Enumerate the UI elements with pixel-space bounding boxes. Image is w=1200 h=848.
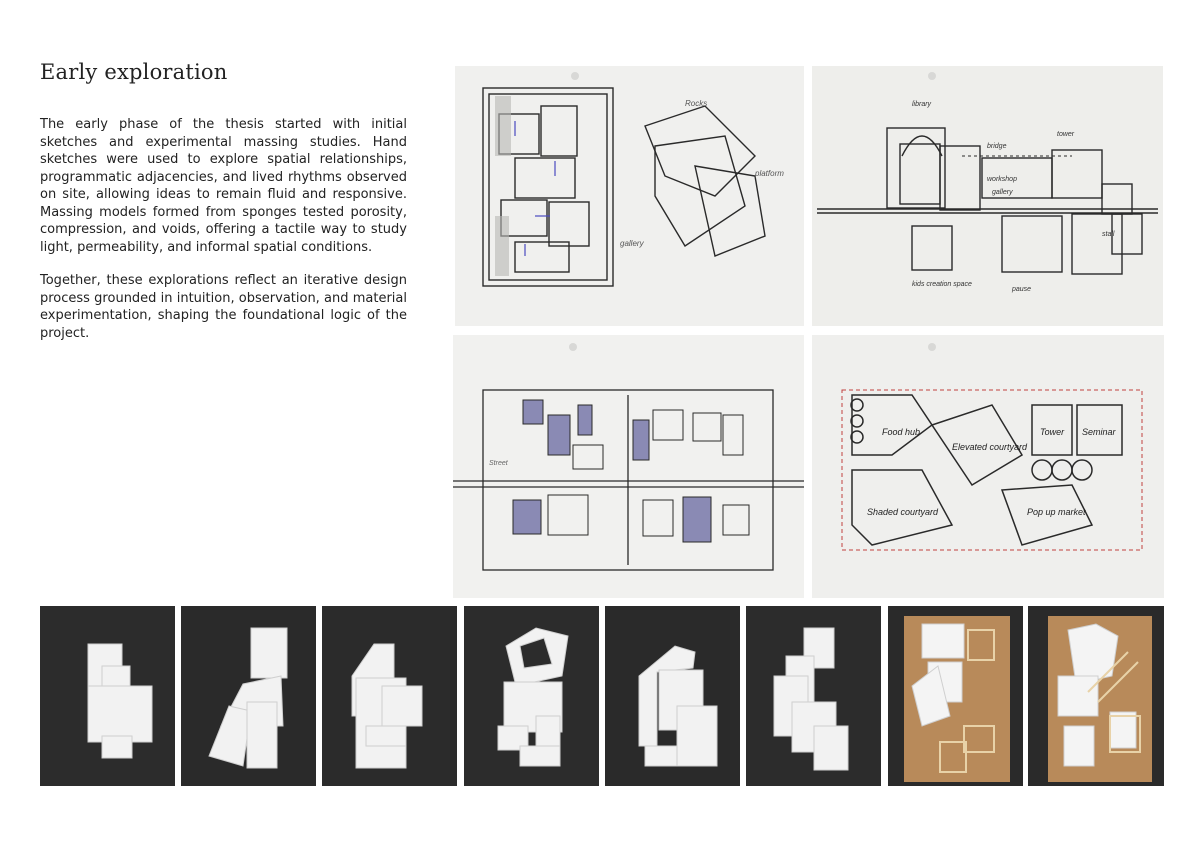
sketch-2-note-kids: kids creation space [912, 281, 972, 288]
sketch-4-label-shaded-courtyard: Shaded courtyard [867, 507, 939, 517]
paragraph-1: The early phase of the thesis started with initial sketches and experimental massing studies. Hand sketches were used to explore spatial relationships, programmatic adjacencies, and lived rhythms observed on site, allowing ideas to remain fluid and responsive. Massing models formed from sponges tested porosity, compression, and voids, offering a tactile way to study light, permeability, and informal spatial conditions. [40, 117, 407, 255]
model-photo-1 [40, 606, 175, 786]
sketch-plan-blocks-drawing [455, 66, 804, 326]
sketch-1-note-gallery: gallery [620, 239, 644, 248]
sketch-2-note-stall: stall [1102, 231, 1115, 238]
sketch-section-street-drawing [812, 66, 1163, 326]
model-photo-6 [746, 606, 881, 786]
sketch-2-note-library: library [912, 101, 932, 108]
model-photo-7-image [888, 606, 1023, 786]
sketch-2-note-tower: tower [1057, 131, 1075, 138]
model-photo-5-image [605, 606, 740, 786]
sketch-1-note-rocks: Rocks [685, 99, 708, 108]
model-photo-4-image [464, 606, 599, 786]
sketch-3-note-street: Street [489, 460, 508, 467]
sketch-4-label-seminar: Seminar [1082, 427, 1116, 437]
model-photo-2 [181, 606, 316, 786]
model-photo-6-image [746, 606, 881, 786]
sketch-4-label-food-hub: Food hub [882, 427, 921, 437]
model-photo-5 [605, 606, 740, 786]
model-photo-8 [1028, 606, 1164, 786]
sketch-2-note-pause: pause [1012, 286, 1032, 293]
paragraph-2: Together, these explorations reflect an iterative design process grounded in intuition, observation, and material experimentation, shaping the foundational logic of the project. [40, 273, 407, 341]
model-photo-3-image [322, 606, 457, 786]
sketch-1-note-platform: platform [755, 169, 784, 178]
sketch-2-note-bridge: bridge [987, 143, 1007, 150]
sketch-4-label-elevated-courtyard: Elevated courtyard [952, 442, 1028, 452]
sketch-4-label-tower: Tower [1040, 427, 1065, 437]
intro-text [40, 116, 407, 358]
model-photo-7 [888, 606, 1023, 786]
page-title: Early exploration [40, 60, 228, 84]
model-photo-1-image [40, 606, 175, 786]
model-photo-4 [464, 606, 599, 786]
sketch-urban-grid [453, 335, 804, 598]
sketch-2-note-gallery: gallery [992, 189, 1013, 196]
sketch-program-plan-drawing [812, 335, 1164, 598]
model-photo-2-image [181, 606, 316, 786]
model-photo-3 [322, 606, 457, 786]
sketch-program-plan [812, 335, 1164, 598]
sketch-2-note-workshop: workshop [987, 176, 1017, 183]
model-photo-8-image [1028, 606, 1164, 786]
sketch-urban-grid-drawing [453, 335, 804, 598]
sketch-plan-blocks [455, 66, 804, 326]
sketch-4-label-popup-market: Pop up market [1027, 507, 1086, 517]
sketch-section-street [812, 66, 1163, 326]
